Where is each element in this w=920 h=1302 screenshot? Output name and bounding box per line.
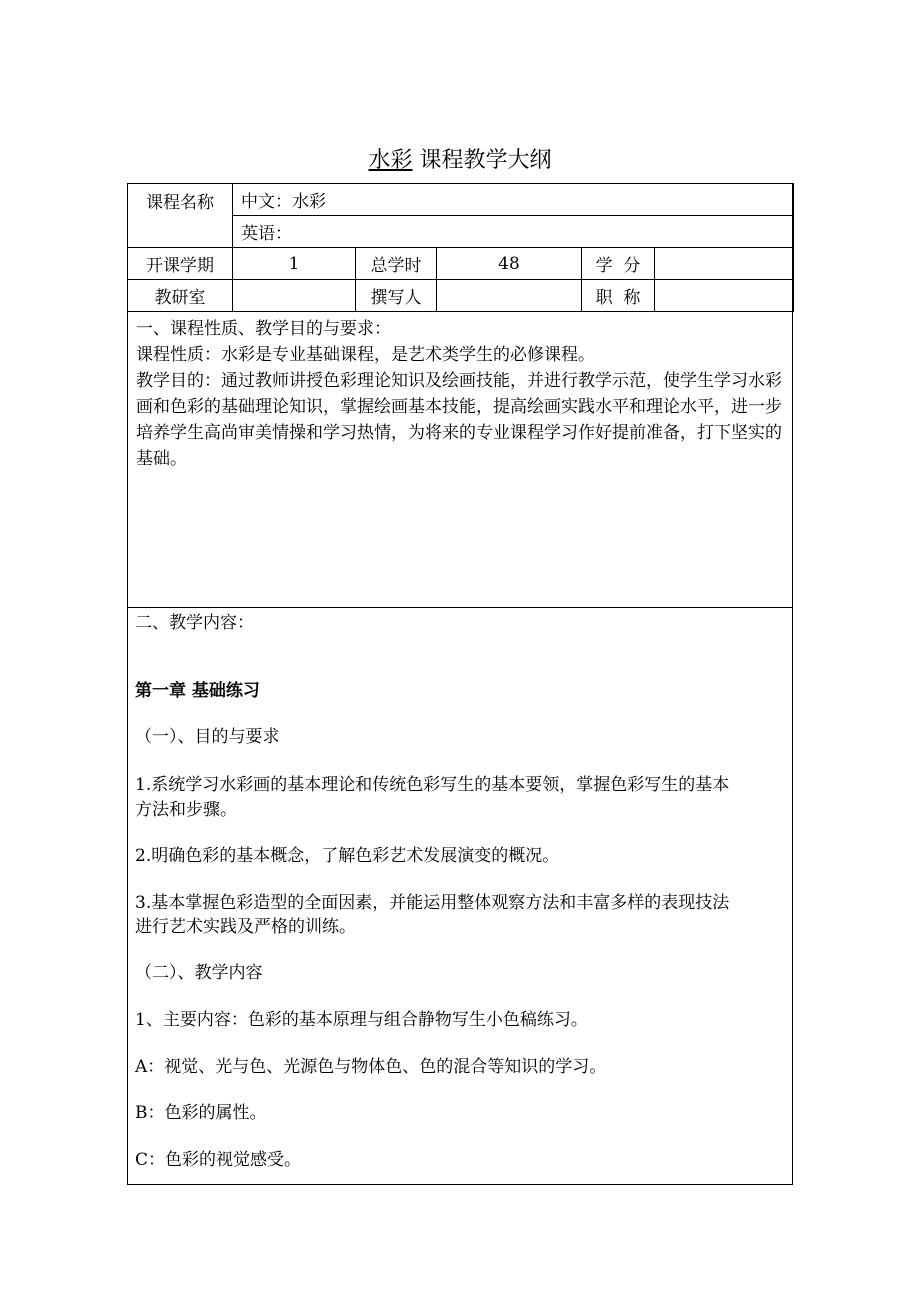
- content-c: C：色彩的视觉感受。: [135, 1150, 302, 1170]
- goal-2: 2.明确色彩的基本概念，了解色彩艺术发展演变的概况。: [135, 846, 560, 866]
- chinese-name: 中文：水彩: [233, 184, 794, 216]
- rank-value: [655, 280, 794, 312]
- author-value: [437, 280, 582, 312]
- title-course-name: 水彩: [368, 148, 413, 173]
- section-nature-purpose: [127, 312, 793, 608]
- course-nature: 课程性质：水彩是专业基础课程，是艺术类学生的必修课程。: [136, 345, 595, 365]
- page-title: [0, 146, 920, 176]
- goal-1-line-2: 方法和步骤。: [135, 800, 237, 820]
- section1-heading: 一、课程性质、教学目的与要求：: [136, 319, 391, 339]
- rank-label: 职 称: [582, 280, 655, 312]
- course-info-table: [127, 183, 794, 312]
- hours-value: 48: [437, 248, 582, 280]
- course-name-label: 课程名称: [128, 184, 233, 248]
- office-label: 教研室: [128, 280, 233, 312]
- content-main: 1、主要内容：色彩的基本原理与组合静物写生小色稿练习。: [135, 1010, 588, 1030]
- goal-3-line-2: 进行艺术实践及严格的训练。: [135, 917, 356, 937]
- credit-value: [655, 248, 794, 280]
- goal-1-line-1: 1.系统学习水彩画的基本理论和传统色彩写生的基本要领，掌握色彩写生的基本: [135, 775, 730, 795]
- title-suffix: 课程教学大纲: [412, 148, 552, 173]
- semester-value: 1: [233, 248, 356, 280]
- subheading-content: （二）、教学内容: [135, 963, 263, 983]
- content-b: B：色彩的属性。: [135, 1103, 267, 1123]
- teaching-purpose: 教学目的：通过教师讲授色彩理论知识及绘画技能，并进行教学示范，使学生学习水彩画和色彩的基础理论知识，掌握绘画基本技能，提高绘画实践水平和理论水平，进一步培养学生高尚审美情操和学习热情，为将来的专业课程学习作好提前准备，打下坚实的基础。: [136, 371, 782, 469]
- content-a: A：视觉、光与色、光源色与物体色、色的混合等知识的学习。: [135, 1057, 607, 1077]
- hours-label: 总学时: [356, 248, 437, 280]
- section2-heading: 二、教学内容：: [135, 613, 254, 633]
- subheading-goals: （一）、目的与要求: [135, 727, 280, 747]
- goal-3-line-1: 3.基本掌握色彩造型的全面因素，并能运用整体观察方法和丰富多样的表现技法: [135, 893, 730, 913]
- english-name: 英语：: [233, 216, 794, 248]
- chapter-heading: 第一章 基础练习: [135, 681, 260, 701]
- semester-label: 开课学期: [128, 248, 233, 280]
- credit-label: 学 分: [582, 248, 655, 280]
- author-label: 撰写人: [356, 280, 437, 312]
- office-value: [233, 280, 356, 312]
